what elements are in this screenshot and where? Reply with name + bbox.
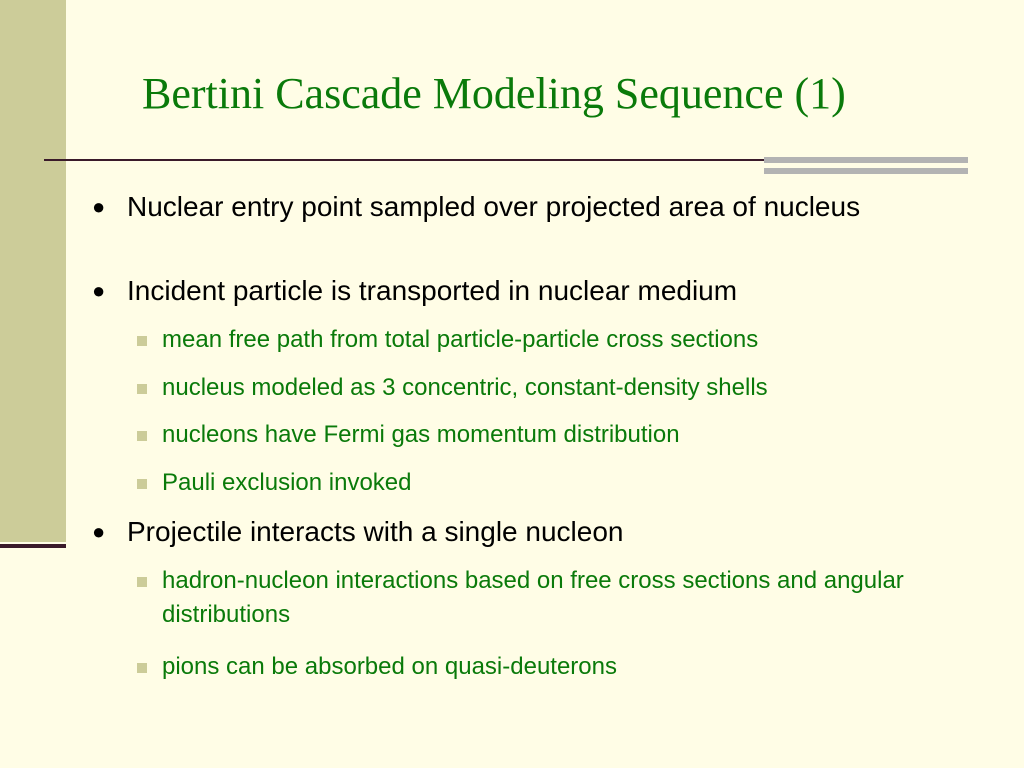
bullet-item (92, 274, 957, 308)
bullet-text: Nuclear entry point sampled over projected area of nucleus (127, 191, 861, 222)
black-dot-icon: ● (92, 194, 106, 219)
sub-bullet-text: pions can be absorbed on quasi-deuterons (162, 653, 617, 680)
sub-bullet-item (162, 466, 972, 500)
bullet-item (92, 515, 957, 549)
sub-bullet-item (162, 371, 972, 405)
tan-square-icon (137, 431, 147, 441)
slide-title: Bertini Cascade Modeling Sequence (1) (142, 69, 846, 118)
bullet-text: Projectile interacts with a single nucleon (127, 516, 624, 547)
sub-bullet-item (162, 323, 972, 357)
sub-bullet-text: nucleons have Fermi gas momentum distribution (162, 421, 680, 448)
tan-square-icon (137, 663, 147, 673)
sub-bullet-item (162, 564, 972, 632)
black-dot-icon: ● (92, 278, 106, 303)
sub-bullet-text: nucleus modeled as 3 concentric, constant-density shells (162, 374, 768, 401)
tan-square-icon (137, 384, 147, 394)
bullet-text: Incident particle is transported in nuclear medium (127, 275, 738, 306)
tan-square-icon (137, 479, 147, 489)
sub-bullet-text: hadron-nucleon interactions based on free cross sections and angular distributions (162, 567, 904, 628)
tan-square-icon (137, 577, 147, 587)
tan-square-icon (137, 336, 147, 346)
bullet-item (92, 190, 957, 224)
black-dot-icon: ● (92, 519, 106, 544)
sub-bullet-text: mean free path from total particle-particle cross sections (162, 326, 759, 353)
sub-bullet-item (162, 650, 972, 684)
sub-bullet-item (162, 418, 972, 452)
sub-bullet-text: Pauli exclusion invoked (162, 469, 412, 496)
